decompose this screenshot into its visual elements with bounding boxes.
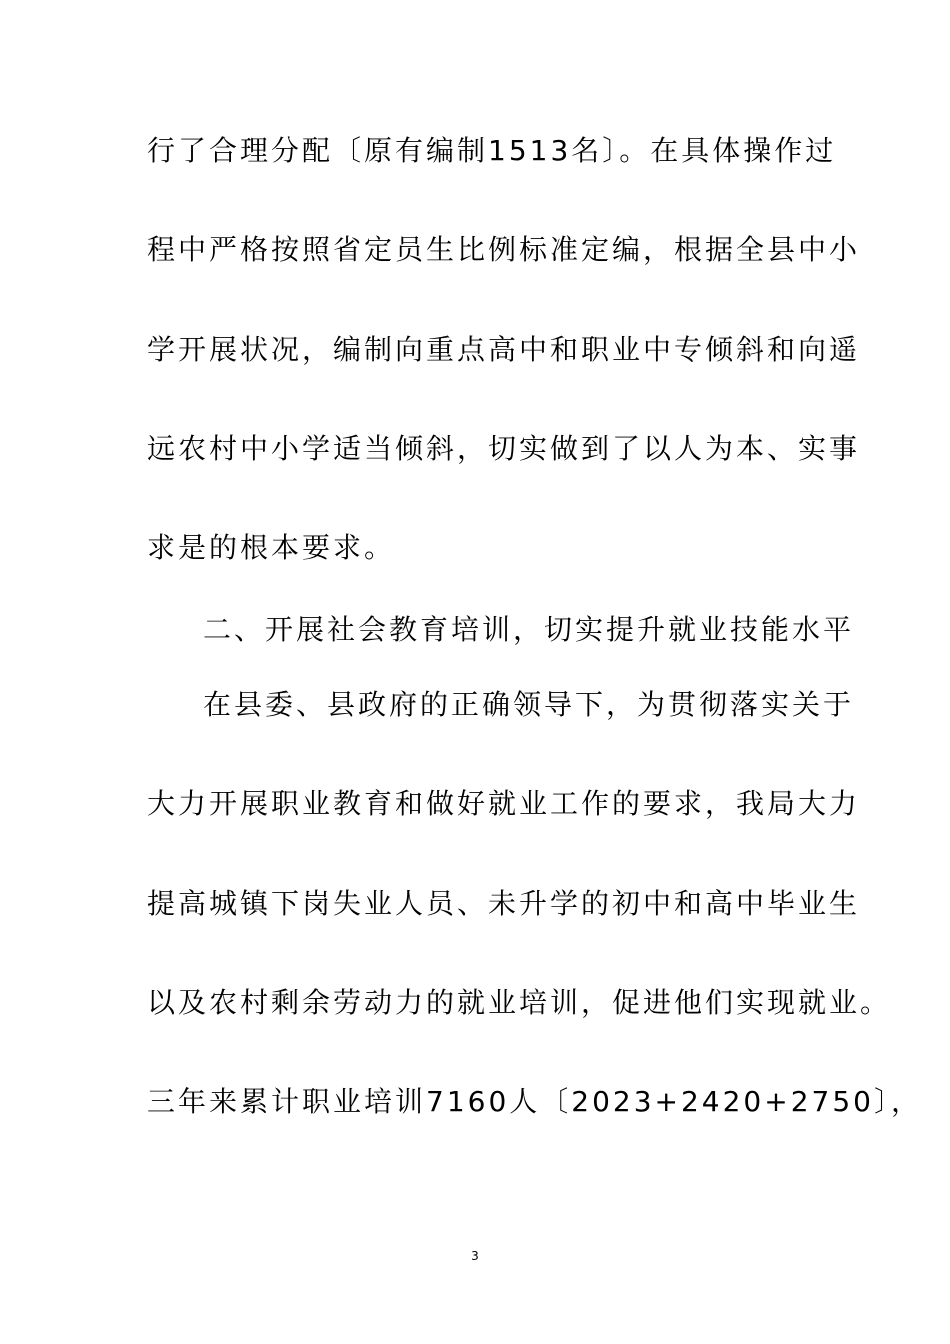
body-text-line: 以及农村剩余劳动力的就业培训，促进他们实现就业。 [147, 986, 892, 1019]
body-text-line: 提高城镇下岗失业人员、未升学的初中和高中毕业生 [147, 887, 861, 920]
body-text-line: 远农村中小学适当倾斜，切实做到了以人为本、实事 [147, 432, 861, 465]
body-text-line: 大力开展职业教育和做好就业工作的要求，我局大力 [147, 787, 861, 820]
section-heading: 二、开展社会教育培训，切实提升就业技能水平 [203, 613, 855, 646]
body-text-line: 行了合理分配〔原有编制1513名〕。在具体操作过 [147, 134, 837, 167]
body-text-line: 学开展状况，编制向重点高中和职业中专倾斜和向遥 [147, 333, 861, 366]
body-text-line: 求是的根本要求。 [147, 531, 396, 564]
page-number: 3 [471, 1249, 479, 1263]
body-text-line: 程中严格按照省定员生比例标准定编，根据全县中小 [147, 233, 861, 266]
body-text-line: 在县委、县政府的正确领导下，为贯彻落实关于 [203, 688, 855, 721]
body-text-line: 三年来累计职业培训7160人〔2023+2420+2750〕， [147, 1085, 922, 1118]
